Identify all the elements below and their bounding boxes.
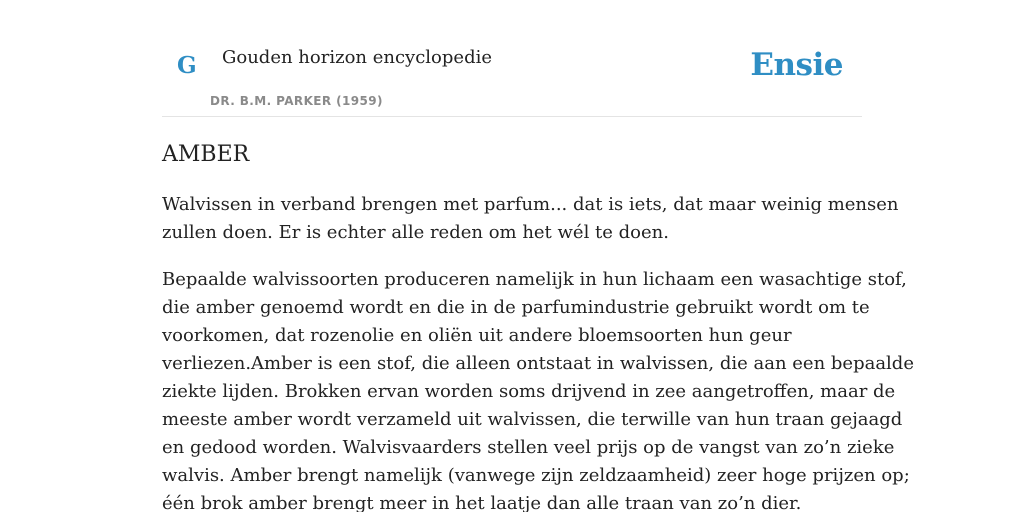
source-header — [162, 0, 862, 117]
source-title-link[interactable]: Gouden horizon encyclopedie — [222, 47, 492, 68]
source-logo[interactable]: G — [177, 52, 197, 79]
paragraph-line: zullen doen. Er is echter alle reden om het wél te doen. — [162, 222, 669, 243]
article-paragraph — [162, 266, 914, 512]
source-author: DR. B.M. PARKER (1959) — [210, 94, 383, 108]
paragraph-line: walvis. Amber brengt namelijk (vanwege zijn zeldzaamheid) zeer hoge prijzen op; — [162, 465, 910, 486]
ensie-logo[interactable]: Ensie — [750, 47, 843, 83]
article-paragraph — [162, 191, 899, 247]
paragraph-line: die amber genoemd wordt en die in de parfumindustrie gebruikt wordt om te — [162, 297, 870, 318]
article — [162, 138, 914, 512]
paragraph-line: ziekte lijden. Brokken ervan worden soms drijvend in zee aangetroffen, maar de — [162, 381, 896, 402]
paragraph-line: Walvissen in verband brengen met parfum... dat is iets, dat maar weinig mensen — [162, 194, 899, 215]
paragraph-line: voorkomen, dat rozenolie en oliën uit andere bloemsoorten hun geur — [162, 325, 792, 346]
article-title: AMBER — [162, 142, 250, 167]
paragraph-line: Bepaalde walvissoorten produceren namelijk in hun lichaam een wasachtige stof, — [162, 269, 907, 290]
paragraph-line: en gedood worden. Walvisvaarders stellen veel prijs op de vangst van zo’n zieke — [162, 437, 895, 458]
paragraph-line: verliezen.Amber is een stof, die alleen ontstaat in walvissen, die aan een bepaalde — [162, 353, 914, 374]
paragraph-line: één brok amber brengt meer in het laatje dan alle traan van zo’n dier. — [162, 493, 802, 512]
paragraph-line: meeste amber wordt verzameld uit walvissen, die terwille van hun traan gejaagd — [162, 409, 903, 430]
